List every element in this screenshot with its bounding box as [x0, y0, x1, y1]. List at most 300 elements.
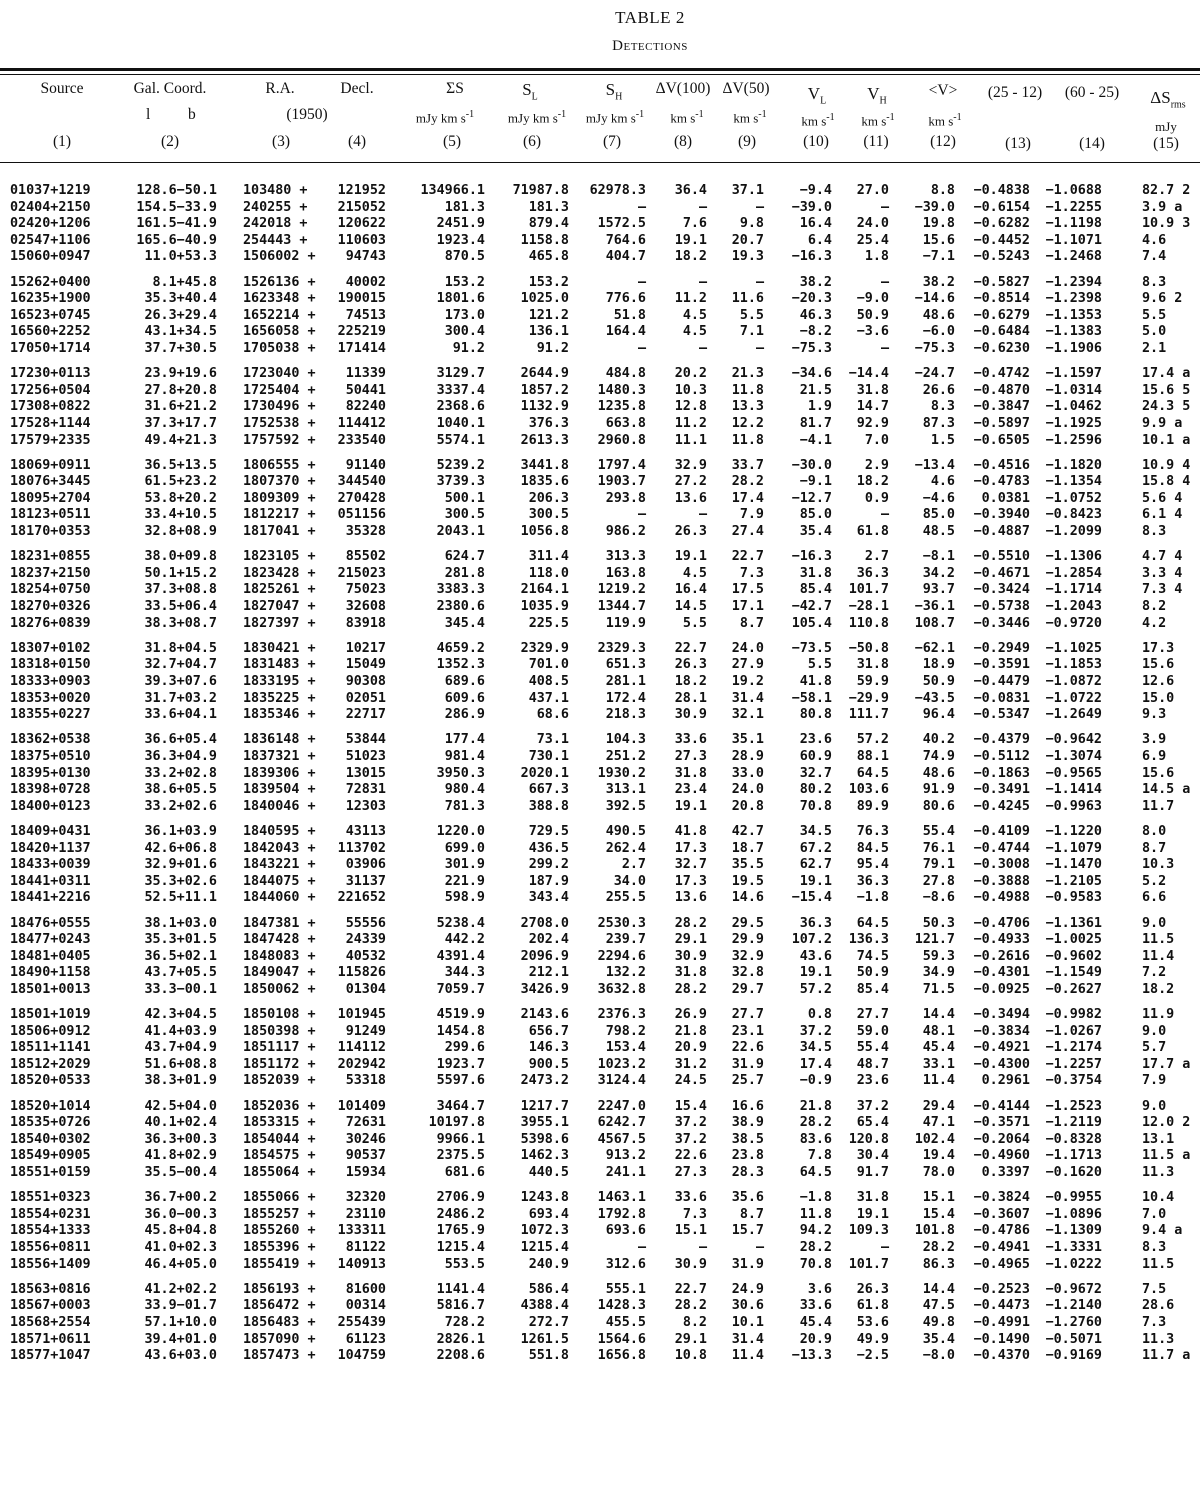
cell-ra: 1855396 +	[243, 1239, 316, 1255]
cell-decl: 120622	[337, 216, 386, 232]
cell-decl: 114112	[337, 1040, 386, 1056]
cell-v-h: 61.8	[856, 1298, 889, 1314]
cell-v-h: 64.5	[856, 765, 889, 781]
cell-sum-s: 4519.9	[436, 1007, 485, 1023]
cell-sum-s: 1923.7	[436, 1056, 485, 1072]
cell-v-h: 49.9	[856, 1331, 889, 1347]
cell-v-l: 81.7	[799, 415, 832, 431]
col-number-12: (12)	[930, 133, 956, 150]
cell-sum-s: 2706.9	[436, 1190, 485, 1206]
cell-decl: 110603	[337, 232, 386, 248]
cell-v-h: 14.7	[856, 399, 889, 415]
cell-source: 18567+0003	[10, 1298, 91, 1314]
cell-s-h: 404.7	[605, 249, 646, 265]
cell-dv100: —	[698, 274, 707, 290]
cell-s-h: —	[637, 507, 646, 523]
cell-source: 18237+2150	[10, 565, 91, 581]
cell-dv50: 19.5	[731, 873, 764, 889]
cell-v-h: −9.0	[856, 291, 889, 307]
table-row	[0, 399, 1200, 416]
cell-v-l: −4.1	[799, 432, 832, 448]
cell-dv100: 37.2	[674, 1131, 707, 1147]
cell-dv100: 13.6	[674, 890, 707, 906]
cell-dv50: 25.7	[731, 1073, 764, 1089]
cell-v-l: 35.4	[799, 524, 832, 540]
cell-s-l: 2143.6	[520, 1007, 569, 1023]
cell-gal-coord: 11.0+53.3	[144, 249, 217, 265]
cell-v-mean: 71.5	[922, 981, 955, 997]
cell-decl: 72831	[345, 782, 386, 798]
cell-dv50: 24.0	[731, 782, 764, 798]
cell-sum-s: 2368.6	[436, 399, 485, 415]
table-row	[0, 782, 1200, 799]
cell-v-l: 64.5	[799, 1165, 832, 1180]
cell-source: 18501+0013	[10, 981, 91, 997]
cell-source: 18333+0903	[10, 674, 91, 689]
cell-gal-coord: 41.8+02.9	[144, 1148, 217, 1164]
cell-v-h: −28.1	[848, 599, 889, 615]
header-gal-b: b	[188, 106, 196, 123]
cell-decl: 94743	[345, 249, 386, 265]
cell-color-60-25: −1.2523	[1045, 1098, 1102, 1114]
cell-sum-s: 1352.3	[436, 657, 485, 673]
cell-s-h: 62978.3	[589, 183, 646, 198]
table-row	[0, 824, 1200, 841]
cell-v-l: −30.0	[791, 457, 832, 473]
cell-sum-s: 2043.1	[436, 524, 485, 540]
cell-dv50: 23.8	[731, 1148, 764, 1164]
cell-ra: 1854575 +	[243, 1148, 316, 1164]
cell-color-25-12: −0.4988	[973, 890, 1030, 906]
cell-s-h: 262.4	[605, 840, 646, 856]
cell-gal-coord: 38.1+03.0	[144, 915, 217, 931]
table-row	[0, 691, 1200, 708]
cell-ds-rms: 10.9 4	[1142, 457, 1191, 473]
cell-v-h: 2.7	[864, 549, 889, 565]
cell-v-l: −73.5	[791, 640, 832, 656]
cell-gal-coord: 36.5+02.1	[144, 948, 217, 964]
cell-decl: 15934	[345, 1165, 386, 1180]
cell-dv50: 28.2	[731, 474, 764, 490]
cell-s-h: 218.3	[605, 707, 646, 723]
cell-s-l: 2644.9	[520, 366, 569, 382]
cell-color-25-12: −0.4941	[973, 1239, 1030, 1255]
cell-v-mean: −62.1	[914, 640, 955, 656]
cell-s-h: 986.2	[605, 524, 646, 540]
cell-s-h: 455.5	[605, 1314, 646, 1330]
cell-gal-coord: 36.3+00.3	[144, 1131, 217, 1147]
cell-decl: 104759	[337, 1348, 386, 1364]
cell-dv100: 30.9	[674, 707, 707, 723]
cell-dv100: 10.3	[674, 382, 707, 398]
cell-sum-s: 345.4	[444, 615, 485, 631]
cell-source: 02404+2150	[10, 199, 91, 215]
cell-decl: 00314	[345, 1298, 386, 1314]
table-row	[0, 507, 1200, 524]
cell-s-h: 490.5	[605, 823, 646, 839]
cell-gal-coord: 36.1+03.9	[144, 823, 217, 839]
cell-color-25-12: 0.2961	[981, 1073, 1030, 1089]
cell-sum-s: 598.9	[444, 890, 485, 906]
cell-v-h: 91.7	[856, 1165, 889, 1180]
cell-gal-coord: 51.6+08.8	[144, 1056, 217, 1072]
cell-s-l: 376.3	[528, 415, 569, 431]
cell-ra: 1837321 +	[243, 748, 316, 764]
cell-s-l: 2613.3	[520, 432, 569, 448]
cell-sum-s: 221.9	[444, 873, 485, 889]
cell-gal-coord: 39.3+07.6	[144, 674, 217, 689]
cell-color-25-12: −0.6154	[973, 199, 1030, 215]
cell-decl: 10217	[345, 640, 386, 656]
cell-dv100: 27.3	[674, 1165, 707, 1180]
cell-v-mean: 14.4	[922, 1281, 955, 1297]
cell-s-l: 1035.9	[520, 599, 569, 615]
cell-v-h: −50.8	[848, 640, 889, 656]
cell-sum-s: 609.6	[444, 690, 485, 706]
cell-ra: 1835346 +	[243, 707, 316, 723]
cell-s-h: 132.2	[605, 965, 646, 981]
cell-sum-s: 681.6	[444, 1165, 485, 1180]
cell-decl: 133311	[337, 1223, 386, 1239]
cell-s-l: 1261.5	[520, 1331, 569, 1347]
cell-ds-rms: 13.1	[1142, 1131, 1175, 1147]
cell-source: 18433+0039	[10, 857, 91, 873]
cell-s-h: 2329.3	[597, 640, 646, 656]
cell-dv100: 8.2	[682, 1314, 707, 1330]
table-row	[0, 857, 1200, 874]
cell-ra: 1806555 +	[243, 457, 316, 473]
cell-color-25-12: −0.1863	[973, 765, 1030, 781]
cell-ra: 1852036 +	[243, 1098, 316, 1114]
cell-ds-rms: 8.7	[1142, 840, 1167, 856]
cell-color-60-25: −0.9672	[1045, 1281, 1102, 1297]
cell-color-60-25: −1.1414	[1045, 782, 1102, 798]
cell-ra: 1809309 +	[243, 490, 316, 506]
cell-color-60-25: −1.1361	[1045, 915, 1102, 931]
cell-sum-s: 2380.6	[436, 599, 485, 615]
cell-color-60-25: −1.0462	[1045, 399, 1102, 415]
cell-dv50: 32.8	[731, 965, 764, 981]
cell-gal-coord: 43.6+03.0	[144, 1348, 217, 1364]
table-row	[0, 982, 1200, 999]
cell-color-25-12: −0.3607	[973, 1206, 1030, 1222]
table-row	[0, 582, 1200, 599]
cell-color-60-25: −0.8423	[1045, 507, 1102, 523]
header-v-l-unit	[801, 112, 834, 129]
cell-color-25-12: −0.0925	[973, 981, 1030, 997]
cell-color-60-25: −0.9642	[1045, 732, 1102, 748]
cell-gal-coord: 38.3+08.7	[144, 615, 217, 631]
cell-decl: 43113	[345, 823, 386, 839]
table-row	[0, 1148, 1200, 1165]
cell-dv100: 19.1	[674, 232, 707, 248]
cell-ra: 1506002 +	[243, 249, 316, 265]
cell-ra: 1855419 +	[243, 1256, 316, 1272]
cell-dv100: 14.5	[674, 599, 707, 615]
cell-ds-rms: 6.1 4	[1142, 507, 1183, 523]
cell-ra: 1840046 +	[243, 798, 316, 814]
cell-v-mean: 4.6	[930, 474, 955, 490]
cell-sum-s: 980.4	[444, 782, 485, 798]
table-row	[0, 657, 1200, 674]
cell-ra: 1839504 +	[243, 782, 316, 798]
cell-decl: 32608	[345, 599, 386, 615]
cell-source: 18520+0533	[10, 1073, 91, 1089]
cell-source: 17230+0113	[10, 366, 91, 382]
cell-dv100: 4.5	[682, 307, 707, 323]
cell-dv50: 19.2	[731, 674, 764, 689]
cell-v-h: 25.4	[856, 232, 889, 248]
cell-s-h: 776.6	[605, 291, 646, 307]
cell-s-l: 465.8	[528, 249, 569, 265]
cell-v-l: 11.8	[799, 1206, 832, 1222]
cell-color-60-25: −0.9169	[1045, 1348, 1102, 1364]
cell-ra: 103480 +	[243, 183, 308, 198]
cell-color-60-25: −1.1549	[1045, 965, 1102, 981]
cell-sum-s: 177.4	[444, 732, 485, 748]
cell-ds-rms: 10.9 3	[1142, 216, 1191, 232]
cell-source: 02420+1206	[10, 216, 91, 232]
table-row	[0, 1315, 1200, 1332]
cell-v-mean: 48.1	[922, 1023, 955, 1039]
cell-color-60-25: −1.1354	[1045, 474, 1102, 490]
cell-s-l: 436.5	[528, 840, 569, 856]
cell-sum-s: 7059.7	[436, 981, 485, 997]
cell-dv50: —	[755, 340, 764, 356]
cell-s-l: 118.0	[528, 565, 569, 581]
header-v-h-unit	[861, 112, 894, 129]
cell-dv100: —	[698, 507, 707, 523]
cell-color-60-25: −1.0896	[1045, 1206, 1102, 1222]
cell-color-60-25: −1.2596	[1045, 432, 1102, 448]
cell-ra: 240255 +	[243, 199, 308, 215]
cell-v-mean: 59.3	[922, 948, 955, 964]
cell-v-l: 85.0	[799, 507, 832, 523]
cell-ra: 1850108 +	[243, 1007, 316, 1023]
cell-color-25-12: −0.3446	[973, 615, 1030, 631]
cell-gal-coord: 57.1+10.0	[144, 1314, 217, 1330]
cell-s-h: —	[637, 274, 646, 290]
cell-ds-rms: 3.9	[1142, 732, 1167, 748]
cell-v-h: −29.9	[848, 690, 889, 706]
cell-dv50: 20.8	[731, 798, 764, 814]
cell-s-h: 1930.2	[597, 765, 646, 781]
cell-dv50: —	[755, 274, 764, 290]
cell-v-l: −9.1	[799, 474, 832, 490]
cell-color-60-25: −1.2468	[1045, 249, 1102, 265]
cell-s-h: 1219.2	[597, 582, 646, 598]
cell-gal-coord: 32.7+04.7	[144, 657, 217, 673]
cell-decl: 55556	[345, 915, 386, 931]
cell-color-60-25: −1.3074	[1045, 748, 1102, 764]
cell-v-l: −16.3	[791, 549, 832, 565]
cell-v-h: 50.9	[856, 965, 889, 981]
cell-gal-coord: 45.8+04.8	[144, 1223, 217, 1239]
cell-ra: 1656058 +	[243, 324, 316, 340]
cell-source: 18076+3445	[10, 474, 91, 490]
header-v-mean-unit	[928, 112, 961, 129]
cell-gal-coord: 37.3+08.8	[144, 582, 217, 598]
cell-ds-rms: 11.3	[1142, 1165, 1175, 1180]
cell-v-h: 31.8	[856, 1190, 889, 1206]
cell-dv50: 12.2	[731, 415, 764, 431]
cell-s-h: 1903.7	[597, 474, 646, 490]
col-number-15: (15)	[1153, 135, 1179, 152]
cell-s-h: 119.9	[605, 615, 646, 631]
cell-dv100: 7.6	[682, 216, 707, 232]
cell-dv100: 41.8	[674, 823, 707, 839]
cell-decl: 61123	[345, 1331, 386, 1347]
cell-v-h: 136.3	[848, 932, 889, 948]
cell-source: 18307+0102	[10, 640, 91, 656]
cell-dv100: 32.9	[674, 457, 707, 473]
cell-source: 18554+1333	[10, 1223, 91, 1239]
cell-v-h: −3.6	[856, 324, 889, 340]
cell-dv100: —	[698, 1239, 707, 1255]
cell-color-60-25: −1.2760	[1045, 1314, 1102, 1330]
cell-color-25-12: −0.3008	[973, 857, 1030, 873]
cell-color-60-25: −1.2105	[1045, 873, 1102, 889]
header-dv50-unit-sup: -1	[758, 109, 767, 120]
cell-v-mean: 14.4	[922, 1007, 955, 1023]
cell-v-h: 19.1	[856, 1206, 889, 1222]
cell-dv100: 19.1	[674, 798, 707, 814]
cell-v-h: 61.8	[856, 524, 889, 540]
cell-color-25-12: −0.6279	[973, 307, 1030, 323]
cell-dv100: 11.1	[674, 432, 707, 448]
cell-v-h: 84.5	[856, 840, 889, 856]
cell-color-25-12: −0.3824	[973, 1190, 1030, 1206]
cell-dv100: 17.3	[674, 873, 707, 889]
cell-v-h: 27.0	[856, 183, 889, 198]
cell-dv50: 15.7	[731, 1223, 764, 1239]
cell-dv50: 11.6	[731, 291, 764, 307]
cell-s-l: 408.5	[528, 674, 569, 689]
cell-source: 16235+1900	[10, 291, 91, 307]
cell-dv100: 21.8	[674, 1023, 707, 1039]
cell-ds-rms: 11.9	[1142, 1007, 1175, 1023]
table-row	[0, 1099, 1200, 1116]
cell-s-l: 5398.6	[520, 1131, 569, 1147]
cell-color-60-25: −1.0222	[1045, 1256, 1102, 1272]
cell-dv50: 17.4	[731, 490, 764, 506]
cell-v-h: 27.7	[856, 1007, 889, 1023]
cell-decl: 82240	[345, 399, 386, 415]
cell-color-25-12: −0.0831	[973, 690, 1030, 706]
cell-sum-s: 1801.6	[436, 291, 485, 307]
table-row	[0, 416, 1200, 433]
cell-ds-rms: 3.9 a	[1142, 199, 1183, 215]
cell-color-25-12: −0.5510	[973, 549, 1030, 565]
cell-s-l: 729.5	[528, 823, 569, 839]
cell-v-mean: 55.4	[922, 823, 955, 839]
cell-color-25-12: −0.5243	[973, 249, 1030, 265]
cell-ds-rms: 18.2	[1142, 981, 1175, 997]
cell-s-l: 2708.0	[520, 915, 569, 931]
table-row	[0, 1332, 1200, 1349]
header-ds-rms-main: ΔS	[1150, 88, 1171, 107]
cell-gal-coord: 43.1+34.5	[144, 324, 217, 340]
cell-gal-coord: 52.5+11.1	[144, 890, 217, 906]
header-ds-rms	[1150, 88, 1185, 110]
cell-gal-coord: 38.6+05.5	[144, 782, 217, 798]
cell-dv100: 27.3	[674, 748, 707, 764]
cell-dv100: 31.8	[674, 765, 707, 781]
table-row	[0, 874, 1200, 891]
header-s-l-unit-text: mJy km s	[507, 110, 558, 126]
cell-decl: 03906	[345, 857, 386, 873]
cell-v-l: 19.1	[799, 873, 832, 889]
cell-s-h: 1792.8	[597, 1206, 646, 1222]
cell-dv100: 31.2	[674, 1056, 707, 1072]
cell-decl: 24339	[345, 932, 386, 948]
cell-s-l: 440.5	[528, 1165, 569, 1180]
cell-color-25-12: −0.3424	[973, 582, 1030, 598]
cell-gal-coord: 49.4+21.3	[144, 432, 217, 448]
cell-ds-rms: 10.4	[1142, 1190, 1175, 1206]
cell-gal-coord: 27.8+20.8	[144, 382, 217, 398]
cell-source: 18556+1409	[10, 1256, 91, 1272]
table-row	[0, 616, 1200, 633]
cell-dv50: 27.4	[731, 524, 764, 540]
cell-s-l: 1056.8	[520, 524, 569, 540]
cell-dv50: 24.9	[731, 1281, 764, 1297]
cell-dv50: 33.7	[731, 457, 764, 473]
cell-v-mean: 38.2	[922, 274, 955, 290]
cell-ra: 1752538 +	[243, 415, 316, 431]
cell-sum-s: 4659.2	[436, 640, 485, 656]
header-s-l-main: S	[522, 80, 532, 99]
cell-s-l: 1462.3	[520, 1148, 569, 1164]
cell-ds-rms: 17.7 a	[1142, 1056, 1191, 1072]
cell-ds-rms: 15.6	[1142, 657, 1175, 673]
cell-source: 18231+0855	[10, 549, 91, 565]
cell-dv50: 11.4	[731, 1348, 764, 1364]
cell-v-h: −14.4	[848, 366, 889, 382]
cell-s-l: 1158.8	[520, 232, 569, 248]
cell-gal-coord: 8.1+45.8	[152, 274, 217, 290]
cell-v-l: −12.7	[791, 490, 832, 506]
cell-v-mean: 11.4	[922, 1073, 955, 1089]
cell-s-h: 764.6	[605, 232, 646, 248]
cell-color-60-25: −1.0688	[1045, 183, 1102, 198]
cell-ra: 1850398 +	[243, 1023, 316, 1039]
cell-v-l: 34.5	[799, 823, 832, 839]
cell-s-h: 2.7	[621, 857, 646, 873]
table-row	[0, 183, 1200, 200]
cell-decl: 01304	[345, 981, 386, 997]
cell-gal-coord: 42.5+04.0	[144, 1098, 217, 1114]
cell-dv50: 9.8	[739, 216, 764, 232]
cell-v-mean: 80.6	[922, 798, 955, 814]
cell-color-60-25: −1.1853	[1045, 657, 1102, 673]
table-body	[0, 183, 1200, 1365]
cell-source: 18420+1137	[10, 840, 91, 856]
cell-ds-rms: 2.1	[1142, 340, 1167, 356]
cell-dv100: 16.4	[674, 582, 707, 598]
cell-color-25-12: −0.5738	[973, 599, 1030, 615]
cell-gal-coord: 35.3+40.4	[144, 291, 217, 307]
cell-sum-s: 344.3	[444, 965, 485, 981]
table-row	[0, 932, 1200, 949]
cell-color-25-12: −0.6484	[973, 324, 1030, 340]
cell-s-l: 1132.9	[520, 399, 569, 415]
cell-dv50: 27.7	[731, 1007, 764, 1023]
cell-v-l: −9.4	[799, 183, 832, 198]
cell-v-mean: −13.4	[914, 457, 955, 473]
cell-v-mean: 87.3	[922, 415, 955, 431]
cell-ra: 1812217 +	[243, 507, 316, 523]
